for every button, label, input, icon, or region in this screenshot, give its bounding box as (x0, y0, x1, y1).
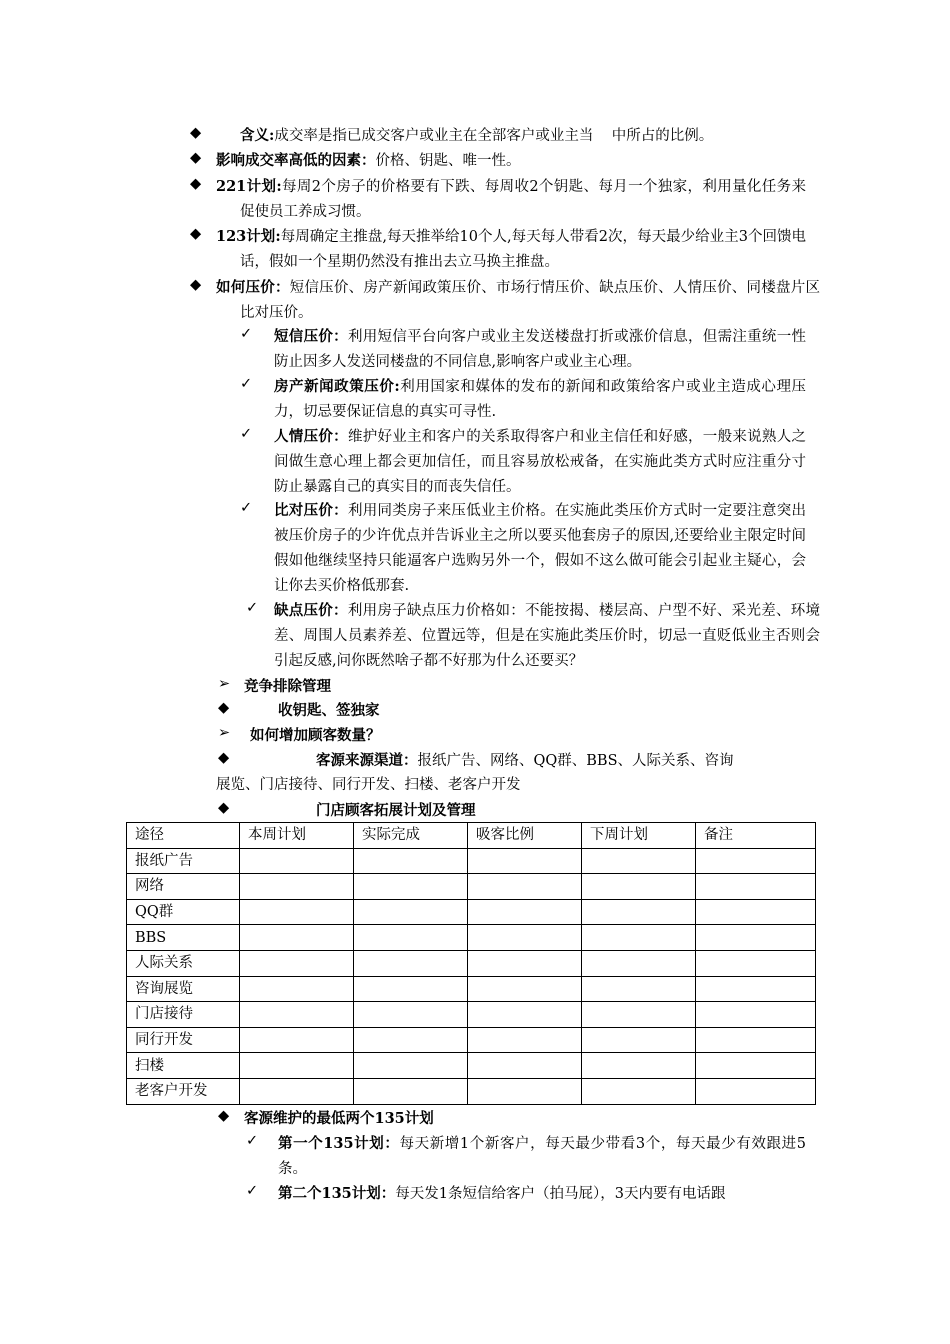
table-cell (240, 1027, 354, 1053)
table-cell (354, 1027, 468, 1053)
table-cell (696, 1053, 816, 1079)
sms-pricing-item (274, 324, 806, 375)
channels-line-1 (316, 748, 816, 774)
check-text: 每天发1条短信给客户（拍马屁），3天内要有电话跟 (395, 1186, 726, 1202)
table-cell (696, 899, 816, 925)
table-header-cell: 途径 (127, 823, 240, 849)
check-label: 短信压价： (274, 328, 348, 345)
table-cell (240, 925, 354, 951)
table-cell (468, 950, 582, 976)
table-cell (240, 848, 354, 874)
competition-heading: 竞争排除管理 (244, 678, 331, 695)
bullet-label: 221计划: (216, 178, 282, 195)
table-cell (468, 899, 582, 925)
bullet-label: 123计划: (216, 228, 281, 245)
table-row-label: BBS (127, 925, 240, 951)
table-row (127, 1002, 816, 1028)
diamond-bullet-icon: ◆ (218, 750, 230, 766)
table-cell (696, 1078, 816, 1104)
table-cell (582, 1078, 696, 1104)
table-cell (582, 1002, 696, 1028)
news-pricing-item (274, 374, 806, 425)
check-bullet-icon: ✓ (240, 426, 253, 442)
table-cell (582, 848, 696, 874)
table-row (127, 925, 816, 951)
definition-paragraph (240, 123, 820, 149)
check-bullet-icon: ✓ (246, 1133, 259, 1149)
check-label: 第一个135计划： (278, 1135, 400, 1152)
arrow-bullet-icon: ➢ (218, 725, 231, 741)
table-row-label: 同行开发 (127, 1027, 240, 1053)
table-cell (240, 874, 354, 900)
table-cell (696, 950, 816, 976)
check-bullet-icon: ✓ (240, 500, 253, 516)
table-cell (354, 848, 468, 874)
plan-table-title: 门店顾客拓展计划及管理 (316, 802, 476, 819)
table-cell (468, 848, 582, 874)
check-label: 人情压价： (274, 428, 348, 445)
table-cell (582, 976, 696, 1002)
table-row-label: 咨询展览 (127, 976, 240, 1002)
plan-135-second-item (278, 1181, 818, 1207)
table-row (127, 1078, 816, 1104)
table-row-label: 网络 (127, 874, 240, 900)
bullet-text: 短信压价、房产新闻政策压价、市场行情压价、缺点压价、人情压价、同楼盘片区比对压价。 (240, 280, 820, 321)
plan-123-paragraph (216, 224, 806, 275)
bullet-text: 成交率是指已成交客户或业主在全部客户或业主当 中所占的比例。 (274, 128, 714, 144)
bullet-text: 价格、钥匙、唯一性。 (375, 153, 521, 169)
table-row (127, 1053, 816, 1079)
comparison-pricing-item (274, 498, 806, 599)
bullet-text: 每周2个房子的价格要有下跌、每周收2个钥匙、每月一个独家，利用量化任务来促使员工养成习惯。 (240, 179, 807, 220)
check-bullet-icon: ✓ (246, 1183, 259, 1199)
table-header-cell: 备注 (696, 823, 816, 849)
diamond-bullet-icon: ◆ (190, 150, 202, 166)
table-cell (240, 1053, 354, 1079)
table-header-row (127, 823, 816, 849)
table-cell (240, 1078, 354, 1104)
bullet-label: 如何压价： (216, 279, 290, 296)
table-row-label: QQ群 (127, 899, 240, 925)
table-row (127, 899, 816, 925)
diamond-bullet-icon: ◆ (218, 700, 230, 716)
customer-plan-table (126, 822, 816, 1105)
plan-135-first-item (278, 1131, 806, 1182)
table-cell (468, 874, 582, 900)
table-cell (696, 925, 816, 951)
bullet-label: 影响成交率高低的因素： (216, 152, 376, 169)
table-header-cell: 吸客比例 (468, 823, 582, 849)
table-row-label: 报纸广告 (127, 848, 240, 874)
table-cell (354, 976, 468, 1002)
table-cell (696, 1027, 816, 1053)
table-cell (240, 899, 354, 925)
diamond-bullet-icon: ◆ (190, 226, 202, 242)
check-label: 第二个135计划： (278, 1185, 396, 1202)
check-bullet-icon: ✓ (246, 600, 259, 616)
channels-line-2: 展览、门店接待、同行开发、扫楼、老客户开发 (216, 777, 521, 793)
bullet-text: 每周确定主推盘,每天推举给10个人,每天每人带看2次，每天最少给业主3个回馈电话，假如一个星期仍然没有推出去立马换主推盘。 (240, 229, 806, 270)
diamond-bullet-icon: ◆ (190, 277, 202, 293)
table-cell (468, 925, 582, 951)
plan-221-paragraph (216, 174, 806, 225)
table-header-cell: 本周计划 (240, 823, 354, 849)
table-cell (240, 976, 354, 1002)
table-cell (582, 925, 696, 951)
table-header-cell: 下周计划 (582, 823, 696, 849)
table-row-label: 人际关系 (127, 950, 240, 976)
table-cell (468, 1027, 582, 1053)
check-text: 利用短信平台向客户或业主发送楼盘打折或涨价信息，但需注重统一性防止因多人发送同楼盘的不同信息,影响客户或业主心理。 (274, 329, 807, 370)
table-cell (582, 1027, 696, 1053)
diamond-bullet-icon: ◆ (190, 125, 202, 141)
table-row-label: 门店接待 (127, 1002, 240, 1028)
keys-heading: 收钥匙、签独家 (278, 702, 380, 719)
table-cell (240, 1002, 354, 1028)
diamond-bullet-icon: ◆ (218, 800, 230, 816)
check-label: 比对压价： (274, 502, 348, 519)
table-row (127, 1027, 816, 1053)
diamond-bullet-icon: ◆ (190, 176, 202, 192)
channels-text: 报纸广告、网络、QQ群、BBS、人际关系、咨询 (417, 753, 734, 769)
check-bullet-icon: ✓ (240, 326, 253, 342)
table-cell (354, 925, 468, 951)
table-cell (354, 874, 468, 900)
table-row-label: 扫楼 (127, 1053, 240, 1079)
table-cell (240, 950, 354, 976)
check-text: 利用房子缺点压力价格如：不能按揭、楼层高、户型不好、采光差、环境差、周围人员素养差、位置远等，但是在实施此类压价时，切忌一直贬低业主否则会引起反感,问你既然啥子都不好那为什么还要买？ (274, 603, 821, 669)
table-cell (354, 950, 468, 976)
check-text: 利用同类房子来压低业主价格。在实施此类压价方式时一定要注意突出被压价房子的少许优点并告诉业主之所以要买他套房子的原因,还要给业主限定时间假如他继续坚持只能逼客户选购另外一个，假如不这么做可能会引起业主疑心，会让你去买价格低那套. (274, 503, 807, 594)
check-label: 缺点压价： (274, 602, 348, 619)
table-cell (354, 1078, 468, 1104)
table-row (127, 874, 816, 900)
table-cell (696, 874, 816, 900)
diamond-bullet-icon: ◆ (218, 1108, 230, 1124)
check-bullet-icon: ✓ (240, 376, 253, 392)
table-cell (582, 950, 696, 976)
table-cell (582, 874, 696, 900)
table-cell (468, 976, 582, 1002)
table-header-cell: 实际完成 (354, 823, 468, 849)
check-text: 每天新增1个新客户，每天最少带看3个，每天最少有效跟进5条。 (278, 1136, 806, 1177)
table-cell (582, 899, 696, 925)
check-label: 房产新闻政策压价: (274, 378, 400, 395)
table-row (127, 950, 816, 976)
channels-label: 客源来源渠道： (316, 752, 418, 769)
table-cell (468, 1053, 582, 1079)
table-row (127, 848, 816, 874)
table-cell (582, 1053, 696, 1079)
check-text: 利用国家和媒体的发布的新闻和政策给客户或业主造成心理压力，切忌要保证信息的真实可寻性. (274, 379, 806, 420)
increase-customers-heading: 如何增加顾客数量？ (250, 727, 381, 744)
bullet-label: 含义: (240, 127, 275, 144)
table-row (127, 976, 816, 1002)
table-cell (696, 848, 816, 874)
table-cell (696, 1002, 816, 1028)
defect-pricing-item (274, 598, 820, 674)
relationship-pricing-item (274, 424, 806, 500)
table-cell (468, 1078, 582, 1104)
table-row-label: 老客户开发 (127, 1078, 240, 1104)
maintenance-heading: 客源维护的最低两个135计划 (244, 1110, 434, 1127)
arrow-bullet-icon: ➢ (218, 676, 231, 692)
check-text: 维护好业主和客户的关系取得客户和业主信任和好感，一般来说熟人之间做生意心理上都会更加信任，而且容易放松戒备，在实施此类方式时应注重分寸防止暴露自己的真实目的而丧失信任。 (274, 429, 807, 495)
factors-paragraph (216, 148, 816, 174)
table-cell (696, 976, 816, 1002)
table-cell (354, 1002, 468, 1028)
table-cell (354, 899, 468, 925)
table-cell (468, 1002, 582, 1028)
table-cell (354, 1053, 468, 1079)
pricing-paragraph (216, 275, 820, 326)
